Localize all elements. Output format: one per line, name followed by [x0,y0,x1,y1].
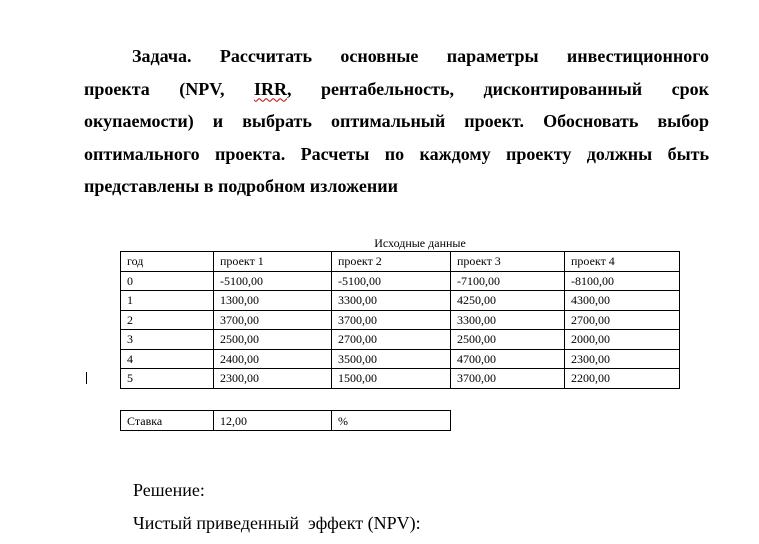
value-cell: 2500,00 [451,330,565,350]
solution-heading: Решение: [133,480,205,500]
task-statement [84,40,709,203]
value-cell: 2500,00 [214,330,332,350]
table-header-row [121,252,680,272]
cashflow-table [120,251,680,389]
task-line-3: окупаемости) и выбрать оптимальный проект. Обосновать выбор [84,111,709,131]
value-cell: 2300,00 [214,369,332,389]
header-cell: год [121,252,214,272]
header-cell: проект 1 [214,252,332,272]
value-cell: 3700,00 [332,310,451,330]
value-cell: 3500,00 [332,349,451,369]
table-row [121,271,680,291]
value-cell: -5100,00 [214,271,332,291]
table-caption: Исходные данные [374,236,466,250]
table-row [121,349,680,369]
value-cell: 4700,00 [451,349,565,369]
header-cell: проект 3 [451,252,565,272]
value-cell: 3700,00 [214,310,332,330]
task-line-4: оптимального проекта. Расчеты по каждому проекту должны быть [84,143,709,164]
year-cell: 4 [121,349,214,369]
task-line-2-end: , рентабельность, дисконтированный срок [286,78,709,99]
value-cell: 2700,00 [565,310,680,330]
year-cell: 3 [121,330,214,350]
value-cell: 4300,00 [565,291,680,311]
rate-label: Ставка [121,411,214,431]
value-cell: -7100,00 [451,271,565,291]
npv-heading: Чистый приведенный эффект (NPV): [133,513,421,533]
rate-value: 12,00 [214,411,332,431]
rate-unit: % [332,411,451,431]
year-cell: 1 [121,291,214,311]
value-cell: 3300,00 [451,310,565,330]
header-cell: проект 4 [565,252,680,272]
header-cell: проект 2 [332,252,451,272]
task-line-5: представлены в подробном изложении [84,176,398,196]
table-row [121,369,680,389]
value-cell: 2200,00 [565,369,680,389]
rate-table [120,410,451,431]
rate-row [121,411,451,431]
value-cell: 2000,00 [565,330,680,350]
irr-spellcheck-word: IRR [253,78,287,99]
value-cell: 4250,00 [451,291,565,311]
table-row [121,291,680,311]
task-line-2 [84,73,709,106]
value-cell: 2300,00 [565,349,680,369]
task-line-2-start: проекта (NPV, [84,78,254,99]
value-cell: 1300,00 [214,291,332,311]
year-cell: 5 [121,369,214,389]
year-cell: 0 [121,271,214,291]
value-cell: 2400,00 [214,349,332,369]
value-cell: 2700,00 [332,330,451,350]
text-cursor [86,372,87,384]
value-cell: -8100,00 [565,271,680,291]
year-cell: 2 [121,310,214,330]
value-cell: 1500,00 [332,369,451,389]
task-line-1: Задача. Рассчитать основные параметры инвестиционного [132,46,709,66]
value-cell: 3300,00 [332,291,451,311]
table-row [121,330,680,350]
value-cell: 3700,00 [451,369,565,389]
value-cell: -5100,00 [332,271,451,291]
table-row [121,310,680,330]
